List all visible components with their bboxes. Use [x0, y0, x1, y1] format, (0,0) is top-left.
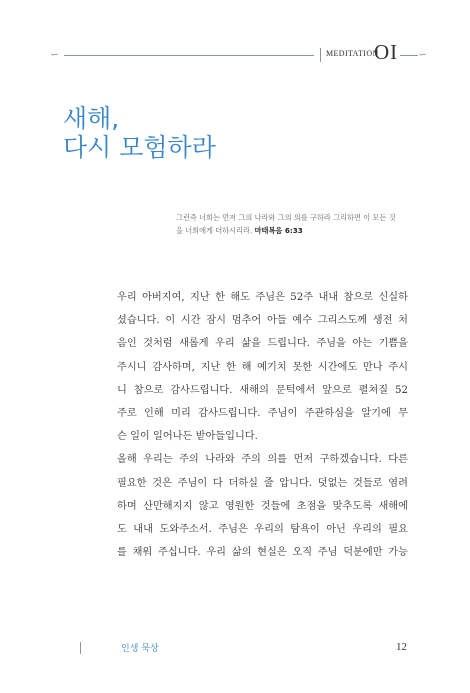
scripture-text: 을 너희에게 더하시리라.	[176, 226, 253, 235]
header-rule-left	[64, 55, 314, 56]
body-line: 필요한 것은 주님이 다 더하실 줄 압니다. 덧없는 것들로 염려	[117, 477, 408, 489]
chapter-number: OI	[374, 40, 399, 64]
footer-book-title: 인생 묵상	[121, 644, 159, 654]
section-label: MEDITATION	[326, 49, 379, 58]
header-separator	[320, 48, 321, 62]
scripture-line-1: 그런즉 너희는 먼저 그의 나라와 그의 의를 구하라 그리하면 이 모든 것	[176, 213, 396, 222]
title-line-1: 새해,	[63, 104, 120, 133]
body-line: 도 내내 도와주소서. 주님은 우리의 탐욕이 아닌 우리의 필요	[117, 524, 408, 536]
body-line: 올해 우리는 주의 나라와 주의 의를 먼저 구하겠습니다. 다른	[117, 454, 408, 466]
flourish-left-icon: ∽	[50, 48, 60, 61]
body-line: 우리 아버지여, 지난 한 해도 주님은 52주 내내 참으로 신실하	[117, 292, 408, 303]
flourish-right-icon: ∽	[418, 48, 428, 61]
footer-divider	[80, 642, 81, 654]
body-line: 슨 일이 일어나든 받아들입니다.	[117, 431, 258, 443]
body-line: 주로 인해 미리 감사드립니다. 주님이 주관하심을 알기에 무	[117, 408, 408, 420]
body-line: 하며 산만해지지 않고 영원한 것들에 초점을 맞추도록 새해에	[117, 500, 408, 512]
body-line: 니 참으로 감사드립니다. 새해의 문턱에서 앞으로 펼쳐질 52	[117, 384, 408, 396]
body-line: 주시니 감사하며, 지난 한 해 예기치 못한 시간에도 만나 주시	[117, 361, 408, 373]
body-text	[117, 286, 408, 564]
body-line: 셨습니다. 이 시간 잠시 멈추어 아들 예수 그리스도께 생전 처	[117, 315, 408, 327]
scripture-line-2	[176, 224, 416, 237]
scripture-reference: 마태복음 6:33	[254, 226, 303, 235]
header-rule-right	[400, 55, 418, 56]
body-line: 음인 것처럼 새롭게 우리 삶을 드립니다. 주님을 아는 기쁨을	[117, 338, 408, 350]
page-title	[63, 104, 216, 162]
body-line: 를 채워 주십니다. 우리 삶의 현실은 오직 주님 덕분에만 가능	[117, 547, 408, 559]
scripture-quote	[176, 211, 416, 237]
page-number: 12	[396, 641, 407, 653]
title-line-2: 다시 모험하라	[63, 133, 216, 162]
